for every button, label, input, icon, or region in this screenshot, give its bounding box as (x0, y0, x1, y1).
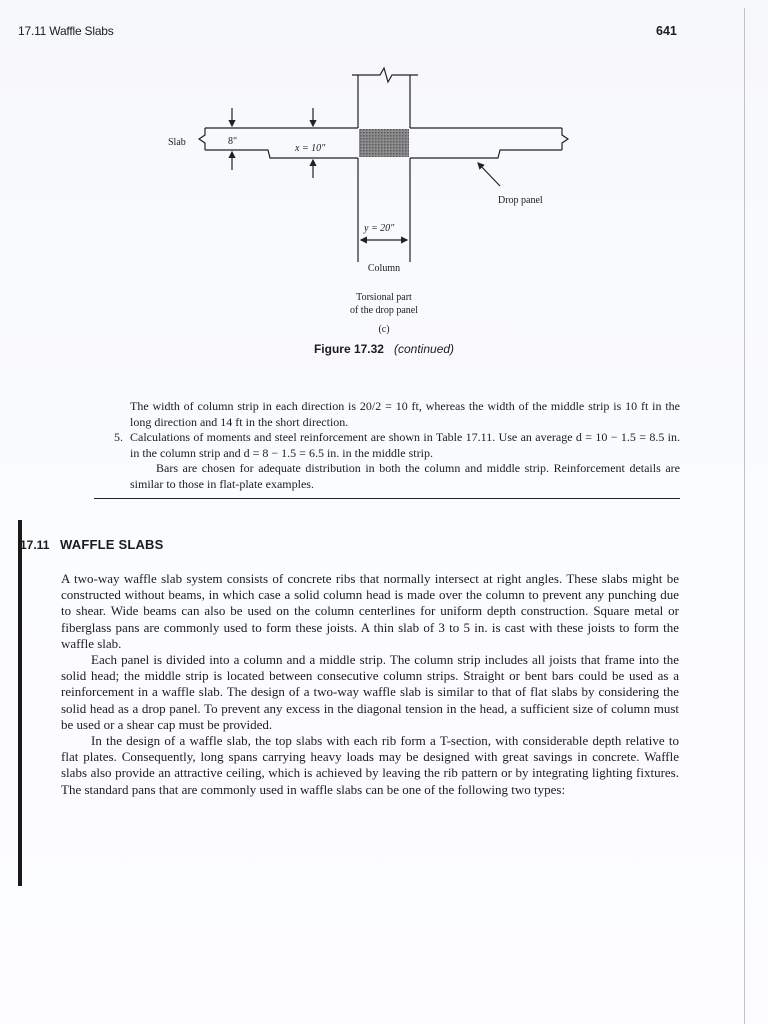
example-steps (114, 399, 680, 492)
section-title: WAFFLE SLABS (60, 537, 164, 552)
step-number: 5. (114, 430, 123, 444)
torsional-part-hatch (359, 129, 409, 157)
section-margin-bar (18, 520, 22, 886)
figure-caption (288, 342, 480, 356)
body-paragraph-1: A two-way waffle slab system consists of concrete ribs that normally intersect at right angles. These slabs might be constructed without beams, in which case a solid column head is made over the column to prevent any punching due to shear. Wide beams can also be used on the column centerlines for uniform depth construction. Square metal or fiberglass pans are commonly used to form these joists. A thin slab of 3 to 5 in. is cast with these joists to form the waffle slab. (61, 571, 679, 651)
body-paragraph-2: Each panel is divided into a column and a middle strip. The column strip includes all joists that frame into the solid head; the middle strip is located between consecutive column strips. Straight or bent bars could be used as a reinforcement in a waffle slab. The design of a two-way waffle slab is similar to that of flat slabs by considering the solid head as a drop panel. To prevent any excess in the diagonal tension in the head, a sufficient size of column must be used or a shear cap must be provided. (61, 652, 679, 732)
slab-label: Slab (168, 137, 186, 148)
running-head: 17.11 Waffle Slabs (18, 24, 114, 38)
torsional-label-line1: Torsional part (356, 292, 412, 303)
x-dimension-label: x = 10" (295, 143, 326, 154)
torsional-label-line2: of the drop panel (349, 305, 419, 316)
section-body (61, 571, 679, 798)
figure-caption-number: Figure 17.32 (313, 342, 384, 356)
column-label: Column (367, 263, 401, 274)
y-dimension-label: y = 20" (364, 223, 395, 234)
column-strip-paragraph: The width of column strip in each direction is 20/2 = 10 ft, whereas the width of the middle strip is 10 ft in the long direction and 14 ft in the short direction. (130, 399, 680, 429)
body-paragraph-3: In the design of a waffle slab, the top slabs with each rib form a T-section, with considerable depth relative to flat plates. Consequently, long spans carrying heavy loads may be designed with great savings in concrete. Waffle slabs also provide an attractive ceiling, which is achieved by leaving the rib pattern or by integrating lighting fixtures. The standard pans that are commonly used in waffle slabs can be one of the following two types: (61, 733, 679, 797)
figure-caption-text: (continued) (394, 342, 455, 356)
depth-label: 8" (228, 136, 238, 147)
section-divider (94, 498, 680, 499)
page-number: 641 (656, 24, 677, 38)
drop-panel-label: Drop panel (498, 195, 543, 206)
panel-label: (c) (378, 324, 390, 335)
drop-panel-diagram (0, 0, 768, 340)
step-5-text: Calculations of moments and steel reinforcement are shown in Table 17.11. Use an average d = 10 − 1.5 = 8.5 in. in the column strip and d = 8 − 1.5 = 6.5 in. in the middle strip. (130, 430, 680, 460)
step-5-continuation: Bars are chosen for adequate distribution in both the column and middle strip. Reinforcement details are similar to those in flat-plate examples. (130, 461, 680, 491)
step-5 (114, 430, 680, 492)
section-number: 17.11 (20, 538, 50, 552)
